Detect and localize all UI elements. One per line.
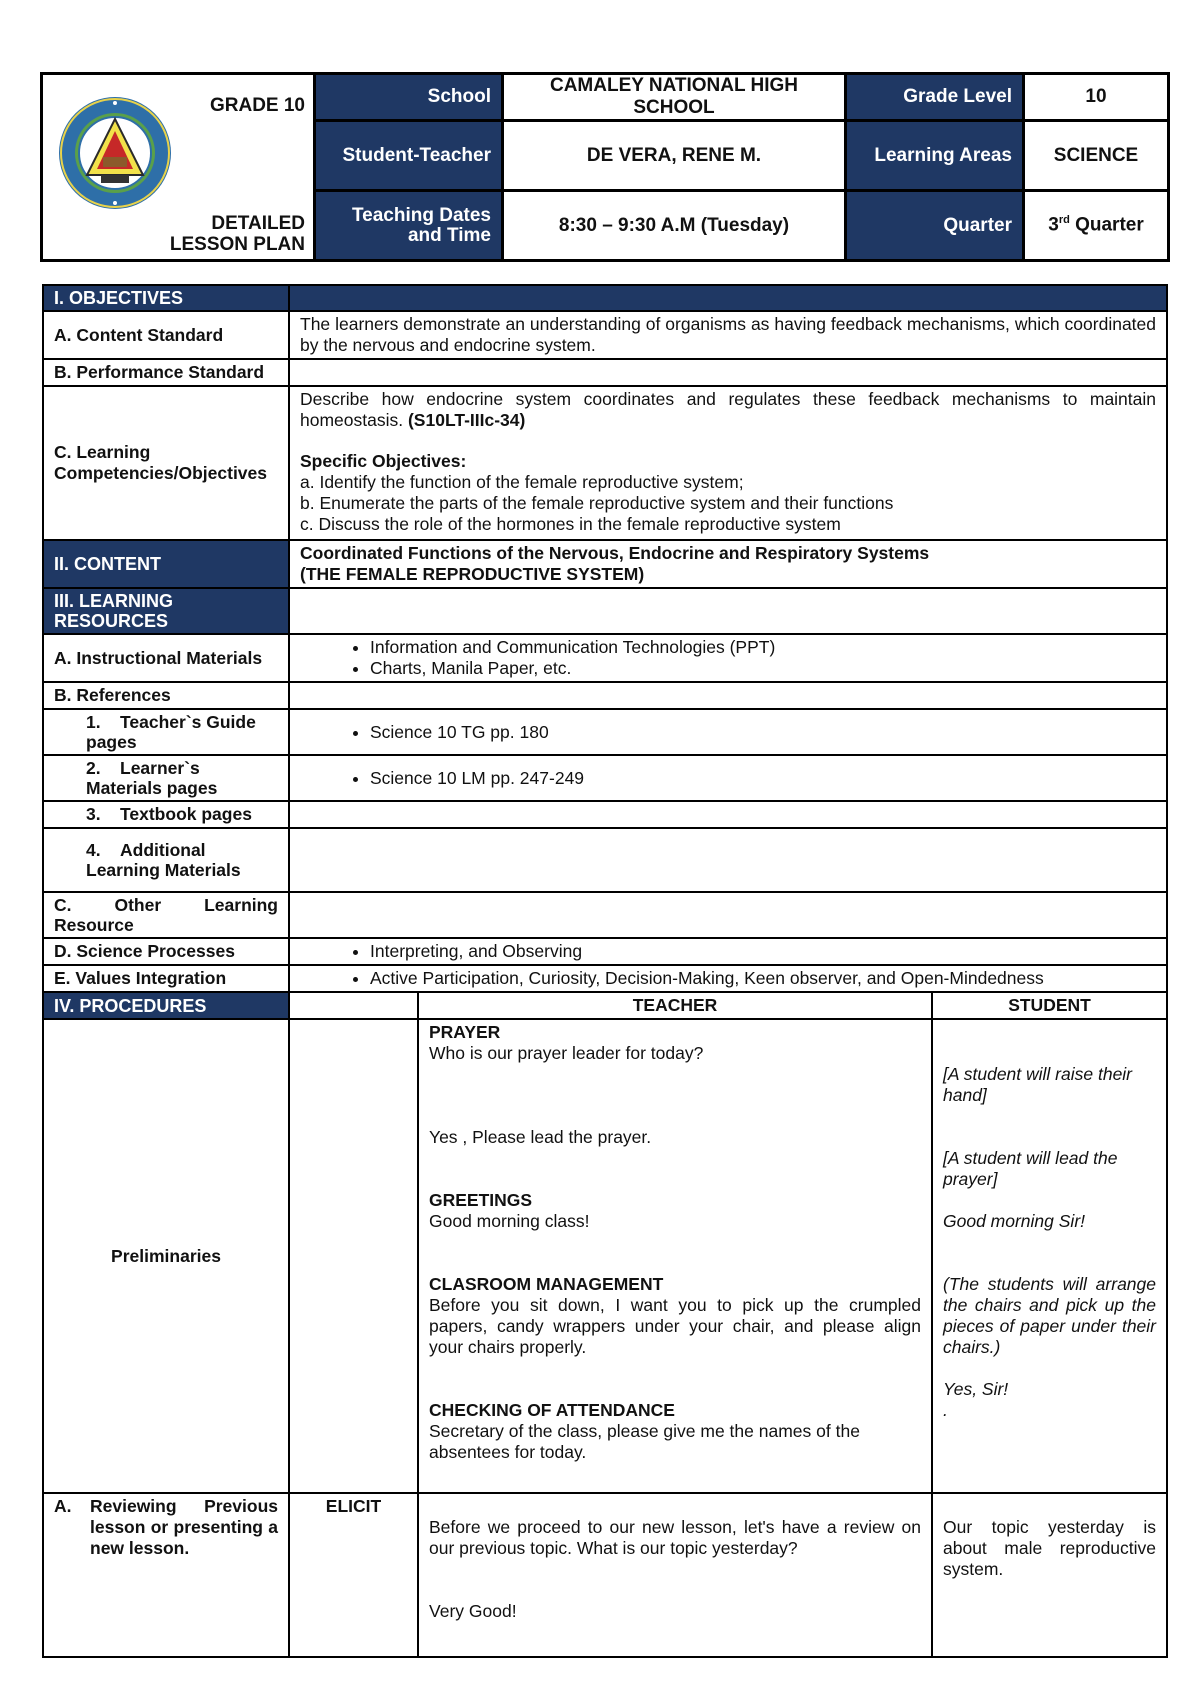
student-line: [A student will lead the prayer] [943, 1148, 1118, 1189]
performance-standard-label: B. Performance Standard [43, 359, 289, 386]
instructional-materials-list [300, 637, 1156, 679]
content-line-2: (THE FEMALE REPRODUCTIVE SYSTEM) [300, 564, 645, 584]
reference-label: Textbook pages [120, 804, 252, 824]
student-review [932, 1493, 1167, 1657]
elicit-label: ELICIT [289, 1493, 418, 1657]
grade-level-value: 10 [1024, 74, 1169, 121]
reference-teachers-guide-label [43, 709, 289, 755]
header-logo-cell [42, 74, 315, 261]
learning-resources-value [289, 588, 1167, 634]
student-line: Our topic yesterday is about male reproductive system. [943, 1517, 1157, 1579]
teacher-review [418, 1493, 932, 1657]
section-procedures: IV. PROCEDURES [43, 992, 289, 1019]
preliminaries-blank [289, 1019, 418, 1493]
preliminaries-label: Preliminaries [43, 1019, 289, 1493]
reviewing-text: Reviewing Previous lesson or presenting a new lesson. [90, 1496, 278, 1558]
values-integration-value [289, 965, 1167, 992]
student-line: Yes, Sir! [943, 1379, 1009, 1399]
competency-code: (S10LT-IIIc-34) [407, 410, 526, 430]
content-standard-value: The learners demonstrate an understanding of organisms as having feedback mechanisms, which coordinated by the nervous and endocrine system. [289, 311, 1167, 359]
reference-learners-materials-label [43, 755, 289, 801]
section-content: II. CONTENT [43, 540, 289, 588]
reviewing-letter: A. [54, 1496, 72, 1516]
quarter-label: Quarter [846, 191, 1024, 261]
content-value [289, 540, 1167, 588]
reference-textbook-value [289, 801, 1167, 828]
quarter-number: 3 [1048, 214, 1059, 236]
performance-standard-value [289, 359, 1167, 386]
list-item: • Science 10 LM pp. 247-249 [370, 768, 1156, 789]
content-line-1: Coordinated Functions of the Nervous, Endocrine and Respiratory Systems [300, 543, 930, 563]
specific-objective-item: b. Enumerate the parts of the female reproductive system and their functions [300, 493, 894, 513]
references-value [289, 682, 1167, 709]
teacher-line: Yes , Please lead the prayer. [429, 1127, 652, 1147]
student-line: Good morning Sir! [943, 1211, 1086, 1231]
specific-objective-item: a. Identify the function of the female reproductive system; [300, 472, 744, 492]
competency-text [300, 389, 1156, 431]
section-learning-resources: III. LEARNING RESOURCES [43, 588, 289, 634]
learning-areas-value: SCIENCE [1024, 121, 1169, 191]
school-label: School [315, 74, 503, 121]
header-table [40, 72, 1170, 262]
header-grade: GRADE 10 [209, 95, 305, 116]
student-line: [A student will raise their hand] [943, 1064, 1133, 1105]
list-item: • Active Participation, Curiosity, Decision-Making, Keen observer, and Open-Mindedness [370, 968, 1156, 989]
list-item: • Interpreting, and Observing [370, 941, 1156, 962]
reference-number: 2. [86, 758, 101, 778]
grade-level-label: Grade Level [846, 74, 1024, 121]
reference-learners-materials-value [289, 755, 1167, 801]
reference-label: Additional Learning Materials [86, 840, 241, 880]
attendance-heading: CHECKING OF ATTENDANCE [429, 1400, 675, 1420]
teacher-line: Before we proceed to our new lesson, let's have a review on our previous topic. What is our topic yesterday? [429, 1517, 921, 1558]
instructional-materials-value [289, 634, 1167, 682]
science-processes-label: D. Science Processes [43, 938, 289, 965]
teacher-line: Secretary of the class, please give me the names of the absentees for today. [429, 1421, 860, 1462]
learning-areas-label: Learning Areas [846, 121, 1024, 191]
teacher-line: Who is our prayer leader for today? [429, 1043, 704, 1063]
other-resource-value [289, 892, 1167, 938]
school-seal-logo [57, 95, 173, 211]
specific-objective-item: c. Discuss the role of the hormones in the female reproductive system [300, 514, 841, 534]
student-preliminaries [932, 1019, 1167, 1493]
other-resource-label: C. Other Learning Resource [43, 892, 289, 938]
student-line: . [943, 1400, 948, 1420]
teacher-line: Before you sit down, I want you to pick up the crumpled papers, candy wrappers under your chair, and please align your chairs properly. [429, 1295, 921, 1357]
section-objectives: I. OBJECTIVES [43, 285, 289, 311]
references-label: B. References [43, 682, 289, 709]
teacher-column-header: TEACHER [418, 992, 932, 1019]
greetings-heading: GREETINGS [429, 1190, 533, 1210]
reference-teachers-guide-value [289, 709, 1167, 755]
procedures-blank [289, 992, 418, 1019]
content-standard-label: A. Content Standard [43, 311, 289, 359]
reference-number: 3. [86, 804, 101, 824]
quarter-value [1024, 191, 1169, 261]
teaching-dates-label: Teaching Dates and Time [315, 191, 503, 261]
list-item: • Information and Communication Technologies (PPT) [370, 637, 1156, 658]
list-item: • Charts, Manila Paper, etc. [370, 658, 1156, 679]
competencies-value [289, 386, 1167, 540]
reference-number: 1. [86, 712, 101, 732]
classroom-heading: CLASROOM MANAGEMENT [429, 1274, 664, 1294]
student-teacher-value: DE VERA, RENE M. [503, 121, 846, 191]
reference-additional-label [43, 828, 289, 892]
reference-label: Teacher`s Guide pages [86, 712, 256, 752]
reference-textbook-label [43, 801, 289, 828]
reference-number: 4. [86, 840, 101, 860]
teacher-preliminaries [418, 1019, 932, 1493]
teaching-dates-value: 8:30 – 9:30 A.M (Tuesday) [503, 191, 846, 261]
school-value: CAMALEY NATIONAL HIGH SCHOOL [503, 74, 846, 121]
teacher-line: Good morning class! [429, 1211, 590, 1231]
instructional-materials-label: A. Instructional Materials [43, 634, 289, 682]
values-integration-label: E. Values Integration [43, 965, 289, 992]
specific-objectives-heading: Specific Objectives: [300, 451, 467, 471]
competency-description: Describe how endocrine system coordinates and regulates these feedback mechanisms to maintain homeostasis. [300, 389, 1157, 430]
quarter-suffix: rd [1058, 214, 1070, 227]
reference-additional-value [289, 828, 1167, 892]
teacher-line: Very Good! [429, 1601, 517, 1621]
science-processes-value [289, 938, 1167, 965]
student-teacher-label: Student-Teacher [315, 121, 503, 191]
reviewing-label [43, 1493, 289, 1657]
student-line: (The students will arrange the chairs and pick up the pieces of paper under their chairs.) [943, 1274, 1157, 1357]
lesson-plan-table [42, 284, 1168, 1658]
student-column-header: STUDENT [932, 992, 1167, 1019]
competencies-label: C. Learning Competencies/Objectives [43, 386, 289, 540]
prayer-heading: PRAYER [429, 1022, 501, 1042]
section-objectives-fill [289, 285, 1167, 311]
reference-label: Learner`s Materials pages [86, 758, 218, 798]
quarter-word: Quarter [1069, 214, 1144, 236]
list-item: • Science 10 TG pp. 180 [370, 722, 1156, 743]
document-title: DETAILED LESSON PLAN [169, 213, 305, 255]
